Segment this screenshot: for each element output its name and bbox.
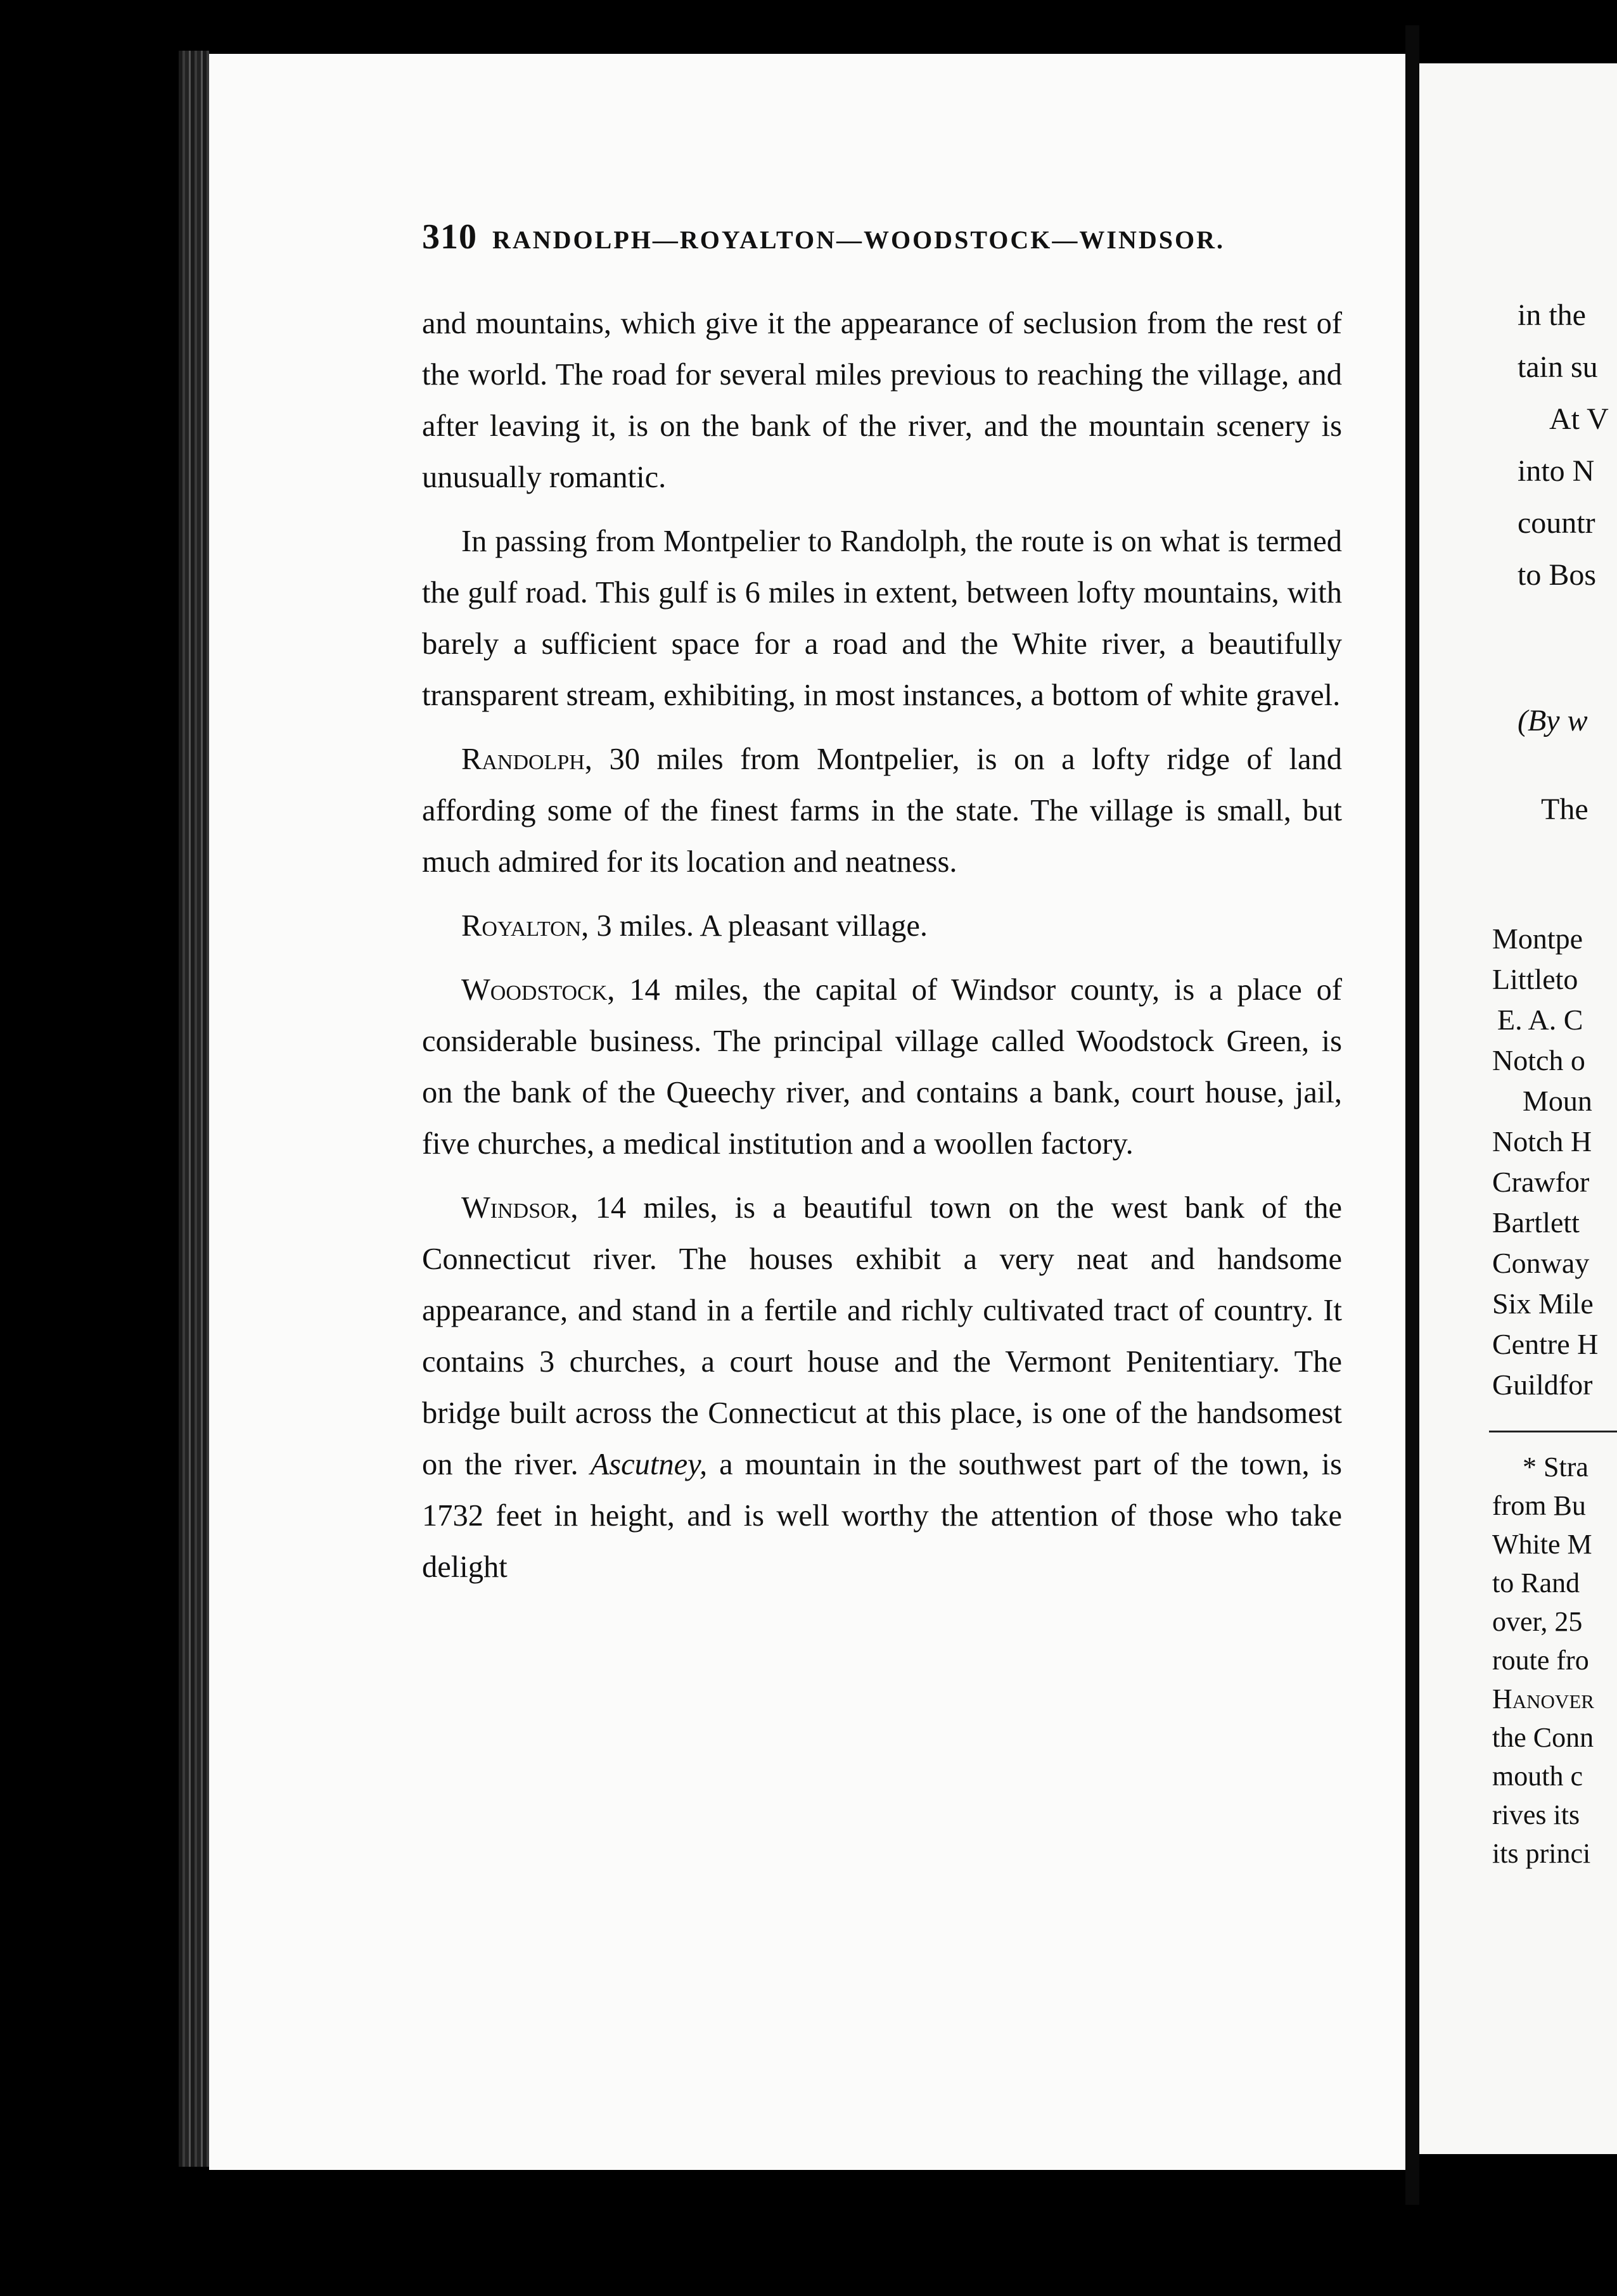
paragraph-randolph bbox=[422, 734, 1342, 888]
route-item: Montpe bbox=[1492, 922, 1583, 955]
footnote-line: White M bbox=[1492, 1529, 1592, 1560]
footnote-line: * Stra bbox=[1523, 1451, 1588, 1483]
footnote-line: the Conn bbox=[1492, 1722, 1594, 1753]
right-route-list bbox=[1492, 919, 1598, 1405]
royalton-text: 3 miles. A pleasant village. bbox=[589, 909, 928, 943]
route-item: Littleto bbox=[1492, 963, 1578, 995]
paragraph-royalton bbox=[422, 900, 1342, 952]
footnote-line: over, 25 bbox=[1492, 1606, 1583, 1637]
route-item: Conway bbox=[1492, 1247, 1590, 1279]
paragraph-windsor bbox=[422, 1182, 1342, 1593]
route-item: E. A. C bbox=[1497, 1004, 1583, 1036]
route-item: Bartlett bbox=[1492, 1206, 1580, 1239]
randolph-text: 30 miles from Montpelier, is on a lofty ridge of land affording some of the finest farms in the state. The village is small, but much admired for its location and neatness. bbox=[422, 743, 1342, 879]
running-title: RANDOLPH—ROYALTON—WOODSTOCK—WINDSOR. bbox=[492, 226, 1225, 254]
place-name-windsor: Windsor, bbox=[461, 1191, 578, 1225]
right-line-4: into N bbox=[1518, 454, 1595, 488]
paragraph-woodstock bbox=[422, 964, 1342, 1170]
ascutney-italic: Ascutney, bbox=[590, 1448, 708, 1481]
route-item: Notch o bbox=[1492, 1044, 1585, 1076]
windsor-text: 14 miles, is a beautiful town on the west bank of the Connecticut river. The houses exhibit a very neat and handsome appearance, and stand in a fertile and richly cultivated tract of country. It contains 3 churches, a court house and the Vermont Penitentiary. The bridge built across the Connecticut at this place, is one of the handsomest on the river. bbox=[422, 1191, 1342, 1481]
book-binding bbox=[179, 51, 209, 2167]
route-item: Centre H bbox=[1492, 1328, 1599, 1360]
page-header bbox=[422, 217, 1486, 261]
route-item: Guildfor bbox=[1492, 1368, 1593, 1401]
place-name-randolph: Randolph, bbox=[461, 743, 592, 776]
paragraph-gulf-road: In passing from Montpelier to Randolph, the route is on what is termed the gulf road. This gulf is 6 miles in extent, between lofty mountains, with barely a sufficient space for a road and the White river, a beautifully transparent stream, exhibiting, in most instances, a bottom of white gravel. bbox=[422, 525, 1342, 712]
route-item: Six Mile bbox=[1492, 1287, 1594, 1320]
right-line-1: in the bbox=[1518, 298, 1586, 332]
route-item: Moun bbox=[1523, 1085, 1592, 1117]
route-item: Crawfor bbox=[1492, 1166, 1590, 1198]
right-the: The bbox=[1541, 793, 1588, 826]
right-line-6: to Bos bbox=[1518, 558, 1597, 592]
footnote-line: route fro bbox=[1492, 1645, 1589, 1676]
footnote-line: to Rand bbox=[1492, 1567, 1580, 1598]
page-number: 310 bbox=[422, 217, 477, 257]
right-line-2: tain su bbox=[1518, 350, 1598, 384]
page-gutter bbox=[1405, 25, 1419, 2205]
right-footnotes bbox=[1492, 1448, 1594, 1873]
right-caption: (By w bbox=[1518, 704, 1588, 737]
right-line-5: countr bbox=[1518, 506, 1595, 540]
footnote-line: its princi bbox=[1492, 1838, 1591, 1869]
footnote-rule bbox=[1489, 1431, 1617, 1432]
windsor-text-end: a mountain in the southwest part of the town, is 1732 feet in height, and is well worthy the attention of those who take delight bbox=[422, 1448, 1342, 1584]
footnote-line: mouth c bbox=[1492, 1761, 1583, 1792]
footnote-line: rives its bbox=[1492, 1799, 1580, 1830]
place-name-royalton: Royalton, bbox=[461, 909, 589, 943]
place-name-woodstock: Woodstock, bbox=[461, 973, 615, 1007]
woodstock-text: 14 miles, the capital of Windsor county, is a place of considerable business. The principal village called Woodstock Green, is on the bank of the Queechy river, and contains a bank, court house, jail, five churches, a medical institution and a woollen factory. bbox=[422, 973, 1342, 1161]
main-text-column bbox=[422, 298, 1342, 1605]
footnote-line: from Bu bbox=[1492, 1490, 1586, 1521]
paragraph-continuation: and mountains, which give it the appearance of seclusion from the rest of the world. The road for several miles previous to reaching the village, and after leaving it, is on the bank of the river, and the mountain scenery is unusually romantic. bbox=[422, 307, 1342, 494]
footnote-line: Hanover bbox=[1492, 1683, 1594, 1714]
route-item: Notch H bbox=[1492, 1125, 1592, 1158]
right-line-3: At V bbox=[1549, 402, 1609, 436]
